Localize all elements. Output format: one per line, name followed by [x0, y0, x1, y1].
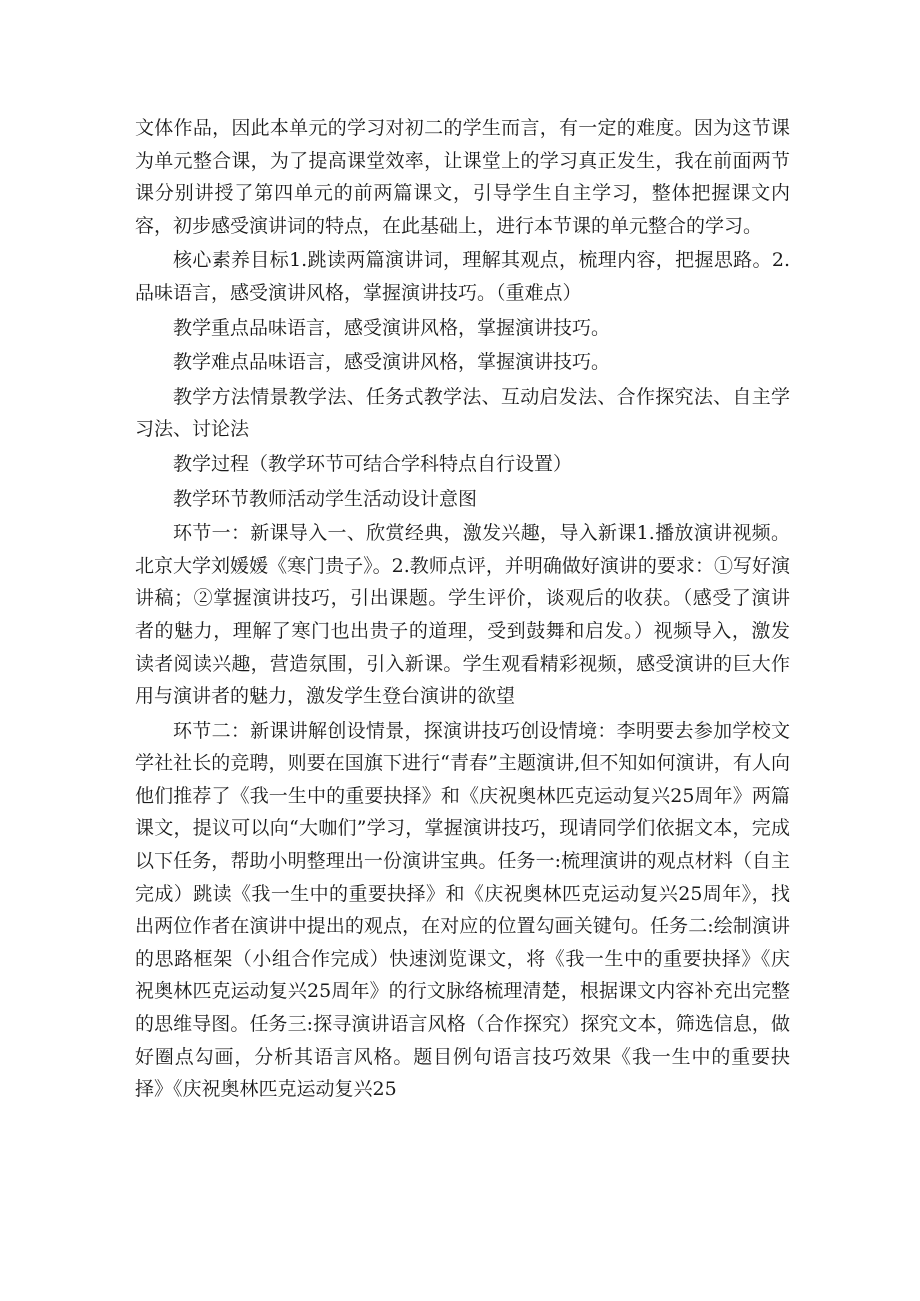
paragraph-teaching-key-points: 教学重点品味语言，感受演讲风格，掌握演讲技巧。	[173, 316, 611, 339]
paragraph-teaching-methods: 教学方法情景教学法、任务式教学法、互动启发法、合作探究法、自主学习法、讨论法	[135, 385, 790, 441]
paragraph-stage-one: 环节一：新课导入一、欣赏经典，激发兴趣，导入新课1.播放演讲视频。北京大学刘媛媛《寒门贵子》。2.教师点评，并明确做好演讲的要求：①写好演讲稿；②掌握演讲技巧，引出课题。学生评价，谈观后的收获。（感受了演讲者的魅力，理解了寒门也出贵子的道理，受到鼓舞和启发。）视频导入，激发读者阅读兴趣，营造氛围，引入新课。学生观看精彩视频，感受演讲的巨大作用与演讲者的魅力，激发学生登台演讲的欲望	[135, 522, 790, 708]
paragraph-stage-two: 环节二：新课讲解创设情景，探演讲技巧创设情境：李明要去参加学校文学社社长的竞聘，则要在国旗下进行“青春”主题演讲,但不知如何演讲，有人向他们推荐了《我一生中的重要抉择》和《庆祝奥林匹克运动复兴25周年》两篇课文，提议可以向“大咖们”学习，掌握演讲技巧，现请同学们依据文本，完成以下任务，帮助小明整理出一份演讲宝典。任务一:梳理演讲的观点材料（自主完成）跳读《我一生中的重要抉择》和《庆祝奥林匹克运动复兴25周年》，找出两位作者在演讲中提出的观点，在对应的位置勾画关键句。任务二:绘制演讲的思路框架（小组合作完成）快速浏览课文，将《我一生中的重要抉择》《庆祝奥林匹克运动复兴25周年》的行文脉络梳理清楚，根据课文内容补充出完整的思维导图。任务三:探寻演讲语言风格（合作探究）探究文本，筛选信息，做好圈点勾画，分析其语言风格。题目例句语言技巧效果《我一生中的重要抉择》《庆祝奥林匹克运动复兴25	[135, 719, 790, 1101]
paragraph-teaching-process: 教学过程（教学环节可结合学科特点自行设置）	[173, 452, 573, 475]
paragraph-teaching-stage-headers: 教学环节教师活动学生活动设计意图	[173, 487, 478, 510]
document-page	[135, 112, 790, 1108]
paragraph-teaching-difficulties: 教学难点品味语言，感受演讲风格，掌握演讲技巧。	[173, 351, 611, 374]
paragraph-core-literacy-goals: 核心素养目标1.跳读两篇演讲词，理解其观点，梳理内容，把握思路。2.品味语言，感受演讲风格，掌握演讲技巧。（重难点）	[135, 249, 790, 304]
paragraph-intro-continued: 文体作品，因此本单元的学习对初二的学生而言，有一定的难度。因为这节课为单元整合课，为了提高课堂效率，让课堂上的学习真正发生，我在前面两节课分别讲授了第四单元的前两篇课文，引导学生自主学习，整体把握课文内容，初步感受演讲词的特点，在此基础上，进行本节课的单元整合的学习。	[135, 117, 790, 237]
